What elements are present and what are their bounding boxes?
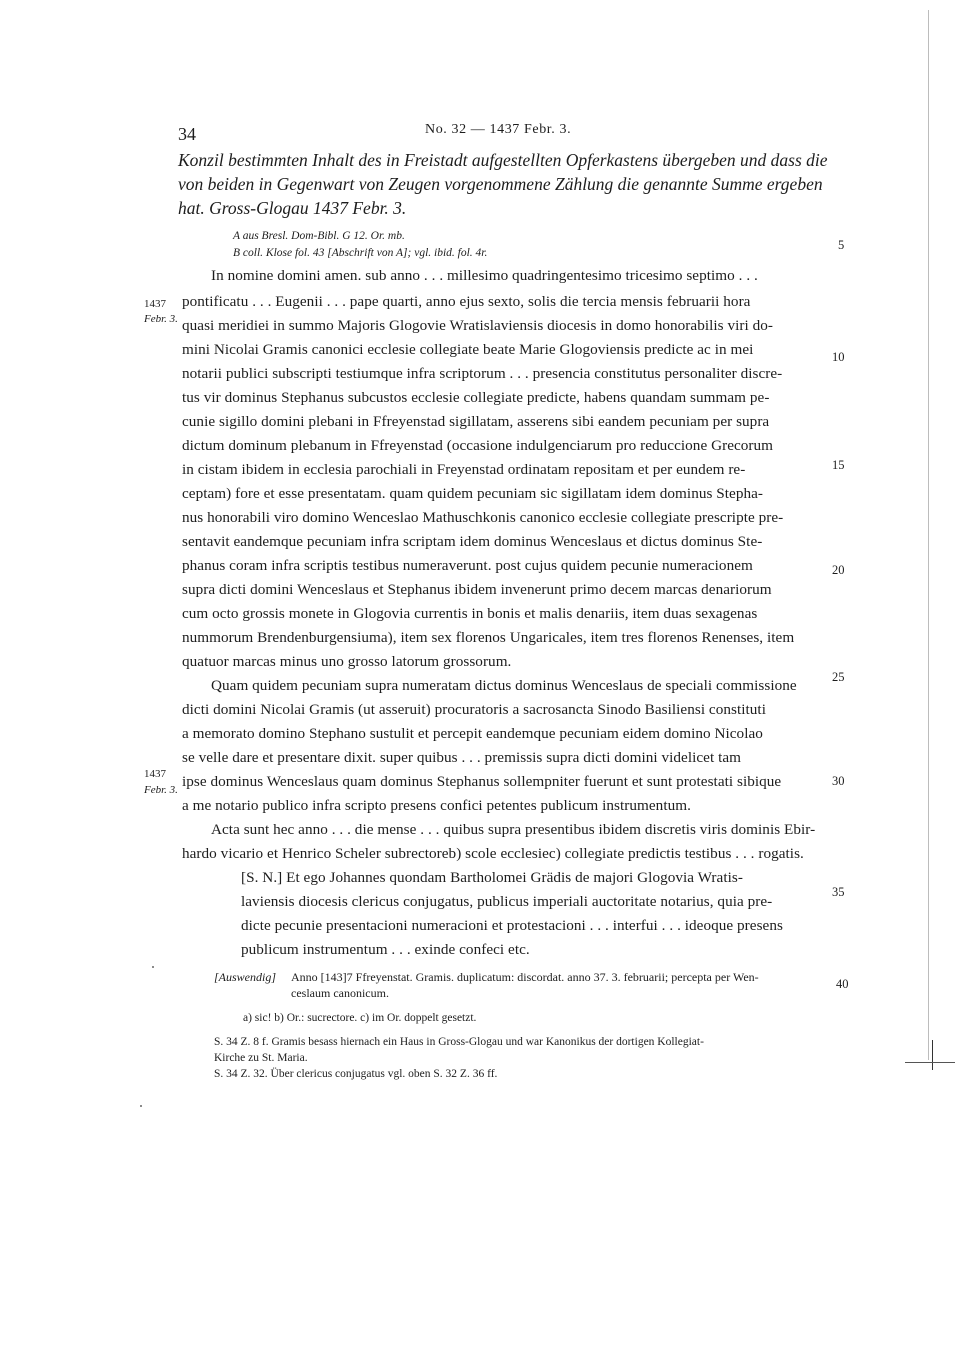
margin-date-day: Febr. 3. <box>144 784 178 796</box>
text-line: ceptam) fore et esse presentatam. quam quidem pecuniam sic sigillatam idem dominus Stepha- <box>182 485 764 502</box>
scan-edge-mark <box>932 1040 933 1070</box>
text-line: mini Nicolai Gramis canonici ecclesie collegiate beate Marie Glogoviensis predicte ac in mei <box>182 341 754 358</box>
commentary-line: S. 34 Z. 32. Über clericus conjugatus vgl. oben S. 32 Z. 36 ff. <box>214 1068 498 1080</box>
text-line: tus vir dominus Stephanus subcustos ecclesie collegiate predicte, habens quandam summam pe- <box>182 389 770 406</box>
text-line: Quam quidem pecuniam supra numeratam dictus dominus Wenceslaus de speciali commissione <box>211 677 797 694</box>
text-line: Acta sunt hec anno . . . die mense . . . quibus supra presentibus ibidem discretis viris dominis Ebir- <box>211 821 816 838</box>
text-line: dicti domini Nicolai Gramis (ut asseruit) procuratoris a sacrosancta Sinodo Basiliensi constituti <box>182 701 766 718</box>
scan-edge-rule <box>905 1062 955 1063</box>
margin-date-day: Febr. 3. <box>144 313 178 325</box>
running-head: No. 32 — 1437 Febr. 3. <box>425 122 572 137</box>
text-line: publicum instrumentum . . . exinde confeci etc. <box>241 941 530 958</box>
text-line: hardo vicario et Henrico Scheler subrectoreb) scole ecclesiec) collegiate predictis testibus . . . rogatis. <box>182 845 804 862</box>
source-line: B coll. Klose fol. 43 [Abschrift von A]; vgl. ibid. fol. 4r. <box>233 247 488 259</box>
document-title-line: Konzil bestimmten Inhalt des in Freistadt aufgestellten Opferkastens übergeben und dass die <box>178 150 828 170</box>
footnotes: a) sic! b) Or.: sucrectore. c) im Or. doppelt gesetzt. <box>243 1012 477 1024</box>
text-line: se velle dare et presentare dixit. super quibus . . . premissis supra dicti domini videlicet tam <box>182 749 742 766</box>
scan-speck <box>140 1105 142 1107</box>
text-line: quasi meridiei in summo Majoris Glogovie Wratislaviensis diocesis in domo honorabilis viri do- <box>182 317 773 334</box>
endorsement-text: ceslaum canonicum. <box>291 986 389 1000</box>
text-line: notarii publici subscripti testiumque infra scriptorum . . . presencia constitutus personaliter discre- <box>182 365 783 382</box>
endorsement-label: [Auswendig] <box>214 970 277 984</box>
text-line: nummorum Brendenburgensiuma), item sex florenos Ungaricales, item tres florenos Renenses, item <box>182 629 795 646</box>
text-line: phanus coram infra scriptis testibus numeraverunt. post cujus quidem pecunie numeracionem <box>182 557 753 574</box>
text-line: a me notario publico infra scripto presens confici petentes publicum instrumentum. <box>182 797 691 814</box>
text-line: In nomine domini amen. sub anno . . . millesimo quadringentesimo tricesimo septimo . . . <box>211 267 758 284</box>
margin-date-year: 1437 <box>144 298 166 310</box>
line-number: 15 <box>832 458 845 472</box>
text-line: nus honorabili viro domino Wenceslao Mathuschkonis canonico ecclesie collegiate prescripte pre- <box>182 509 784 526</box>
commentary-line: Kirche zu St. Maria. <box>214 1052 308 1064</box>
endorsement-text: Anno [143]7 Ffreyenstat. Gramis. duplicatum: discordat. anno 37. 3. februarii; percepta per Wen- <box>291 970 759 984</box>
text-line: cunie sigillo domini plebani in Ffreyenstad sigillatam, asserens sibi eandem pecuniam per supra <box>182 413 770 430</box>
source-line: A aus Bresl. Dom-Bibl. G 12. Or. mb. <box>233 230 405 242</box>
commentary-line: S. 34 Z. 8 f. Gramis besass hiernach ein Haus in Gross-Glogau und war Kanonikus der dortigen Kollegiat- <box>214 1036 704 1048</box>
line-number: 20 <box>832 563 845 577</box>
text-line: in cistam ibidem in ecclesia parochiali in Freyenstad ordinatam repositam et per eundem re- <box>182 461 746 478</box>
line-number: 40 <box>836 977 849 991</box>
line-number: 5 <box>838 238 845 252</box>
text-line: dictum dominum plebanum in Ffreyenstad (occasione indulgenciarum pro reduccione Grecorum <box>182 437 774 454</box>
line-number: 25 <box>832 670 845 684</box>
line-number: 10 <box>832 350 845 364</box>
text-line: quatuor marcas minus uno grosso latorum grossorum. <box>182 653 512 670</box>
line-number: 35 <box>832 885 845 899</box>
text-line: supra dicti domini Wenceslaus et Stephanus ibidem invenerunt primo decem marcas denariorum <box>182 581 772 598</box>
margin-date-year: 1437 <box>144 768 166 780</box>
text-line: sentavit eandemque pecuniam infra scriptam idem dominus Wenceslaus et dictus dominus Ste- <box>182 533 763 550</box>
text-line: pontificatu . . . Eugenii . . . pape quarti, anno ejus sexto, solis die tercia mensis februarii hora <box>182 293 751 310</box>
text-line: [S. N.] Et ego Johannes quondam Bartholomei Grädis de majori Glogovia Wratis- <box>241 869 743 886</box>
document-title-line: von beiden in Gegenwart von Zeugen vorgenommene Zählung die genannte Summe ergeben <box>178 174 823 194</box>
text-line: ipse dominus Wenceslaus quam dominus Stephanus sollempniter fuerunt et sunt protestati sibique <box>182 773 782 790</box>
text-line: laviensis diocesis clericus conjugatus, publicus imperiali auctoritate notarius, quia pre- <box>241 893 773 910</box>
line-number: 30 <box>832 774 845 788</box>
text-line: a memorato domino Stephano sustulit et percepit eandemque pecuniam eidem domino Nicolao <box>182 725 763 742</box>
page-number: 34 <box>178 124 196 144</box>
text-line: cum octo grossis monete in Glogovia currentis in bonis et malis denariis, item duas sexagenas <box>182 605 758 622</box>
text-line: dicte pecunie presentacioni numeracioni et protestacioni . . . interfui . . . ideoque presens <box>241 917 783 934</box>
scan-edge-line <box>928 10 929 1060</box>
scan-speck <box>152 966 154 968</box>
document-title-line: hat. Gross-Glogau 1437 Febr. 3. <box>178 198 407 218</box>
